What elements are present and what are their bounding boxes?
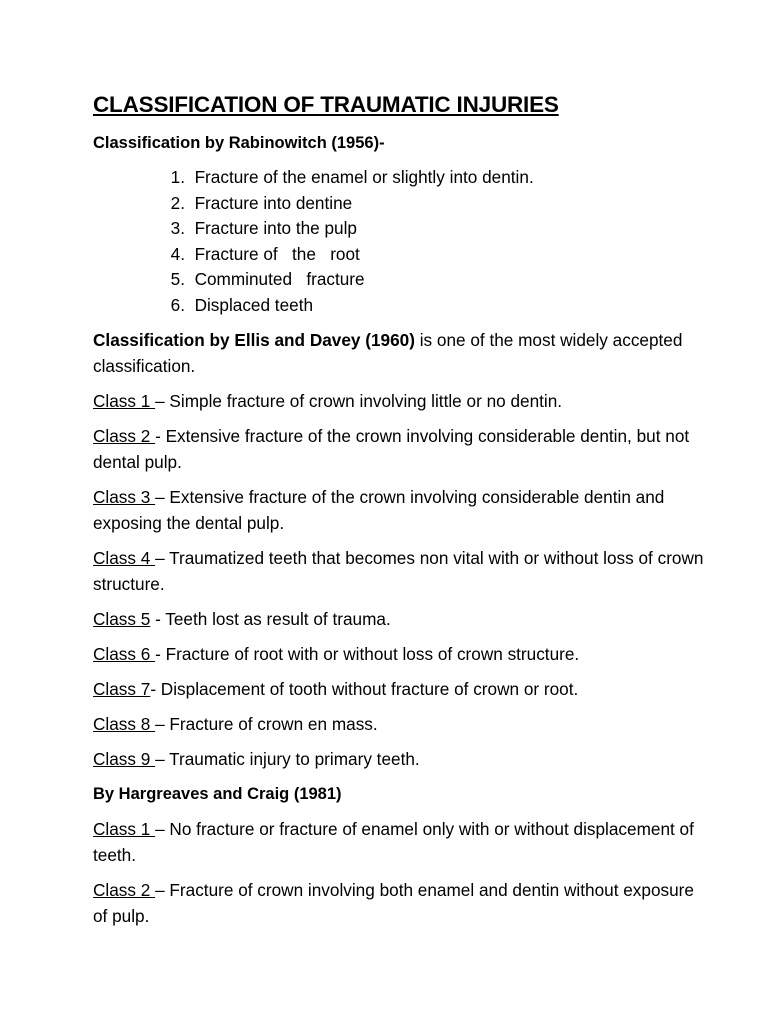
list-item-text: Fracture into dentine bbox=[194, 192, 353, 213]
list-item bbox=[163, 165, 708, 191]
ellis-davey-heading: Classification by Ellis and Davey (1960) bbox=[93, 329, 415, 350]
list-item-number: 1. bbox=[170, 167, 185, 187]
class-description: - Extensive fracture of the crown involving considerable dentin, but not dental pulp. bbox=[93, 425, 694, 472]
hargreaves-heading: By Hargreaves and Craig (1981) bbox=[93, 784, 342, 803]
class-description: - Fracture of root with or without loss of crown structure. bbox=[155, 643, 580, 664]
list-item-number: 2. bbox=[170, 192, 185, 213]
class-label: Class 9 bbox=[93, 748, 156, 769]
ellis-class-1 bbox=[93, 388, 708, 414]
class-label: Class 1 bbox=[93, 390, 156, 411]
list-item-text: Comminuted fracture bbox=[194, 269, 365, 290]
class-description: – Simple fracture of crown involving little or no dentin. bbox=[155, 390, 563, 411]
class-label: Class 3 bbox=[93, 486, 156, 507]
class-description: – Extensive fracture of the crown involving considerable dentin and exposing the dental pulp. bbox=[93, 486, 670, 533]
list-item bbox=[163, 242, 708, 268]
class-description: - Displacement of tooth without fracture of crown or root. bbox=[150, 678, 579, 699]
class-label: Class 2 bbox=[93, 879, 156, 900]
ellis-class-2 bbox=[93, 423, 708, 475]
list-item-number: 6. bbox=[170, 294, 185, 315]
ellis-class-4 bbox=[93, 545, 708, 597]
class-label: Class 1 bbox=[93, 818, 156, 839]
list-item-text: Fracture of the enamel or slightly into dentin. bbox=[194, 167, 534, 187]
ellis-davey-intro bbox=[93, 327, 708, 379]
list-item-number: 4. bbox=[170, 243, 185, 264]
list-item-text: Fracture of the root bbox=[194, 243, 360, 264]
list-item bbox=[163, 267, 708, 293]
class-description: – Fracture of crown involving both enamel and dentin without exposure of pulp. bbox=[93, 879, 699, 926]
ellis-davey-intro-text: is one of the most widely accepted classification. bbox=[93, 329, 683, 376]
list-item-number: 3. bbox=[170, 218, 185, 239]
class-description: – Traumatized teeth that becomes non vital with or without loss of crown structure. bbox=[93, 547, 709, 594]
rabinowitch-list bbox=[93, 165, 708, 319]
rabinowitch-heading: Classification by Rabinowitch (1956)- bbox=[93, 134, 385, 152]
list-item-text: Displaced teeth bbox=[194, 294, 314, 315]
document-title: CLASSIFICATION OF TRAUMATIC INJURIES bbox=[93, 92, 559, 117]
class-description: - Teeth lost as result of trauma. bbox=[150, 608, 391, 629]
class-description: – Fracture of crown en mass. bbox=[155, 713, 378, 734]
ellis-class-3 bbox=[93, 484, 708, 536]
class-label: Class 8 bbox=[93, 713, 156, 734]
class-label: Class 4 bbox=[93, 547, 156, 568]
list-item bbox=[163, 293, 708, 319]
ellis-class-8 bbox=[93, 711, 708, 737]
list-item-text: Fracture into the pulp bbox=[194, 218, 357, 239]
class-label: Class 6 bbox=[93, 643, 156, 664]
list-item bbox=[163, 191, 708, 217]
class-label: Class 5 bbox=[93, 608, 151, 629]
ellis-class-5 bbox=[93, 606, 708, 632]
class-label: Class 7 bbox=[93, 678, 151, 699]
class-description: – Traumatic injury to primary teeth. bbox=[155, 748, 420, 769]
hargreaves-class-1 bbox=[93, 816, 708, 868]
list-item bbox=[163, 216, 708, 242]
list-item-number: 5. bbox=[170, 269, 185, 290]
ellis-class-9 bbox=[93, 746, 708, 772]
ellis-class-6 bbox=[93, 641, 708, 667]
class-label: Class 2 bbox=[93, 425, 156, 446]
class-description: – No fracture or fracture of enamel only with or without displacement of teeth. bbox=[93, 818, 699, 865]
ellis-class-7 bbox=[93, 676, 708, 702]
hargreaves-class-2 bbox=[93, 877, 708, 929]
